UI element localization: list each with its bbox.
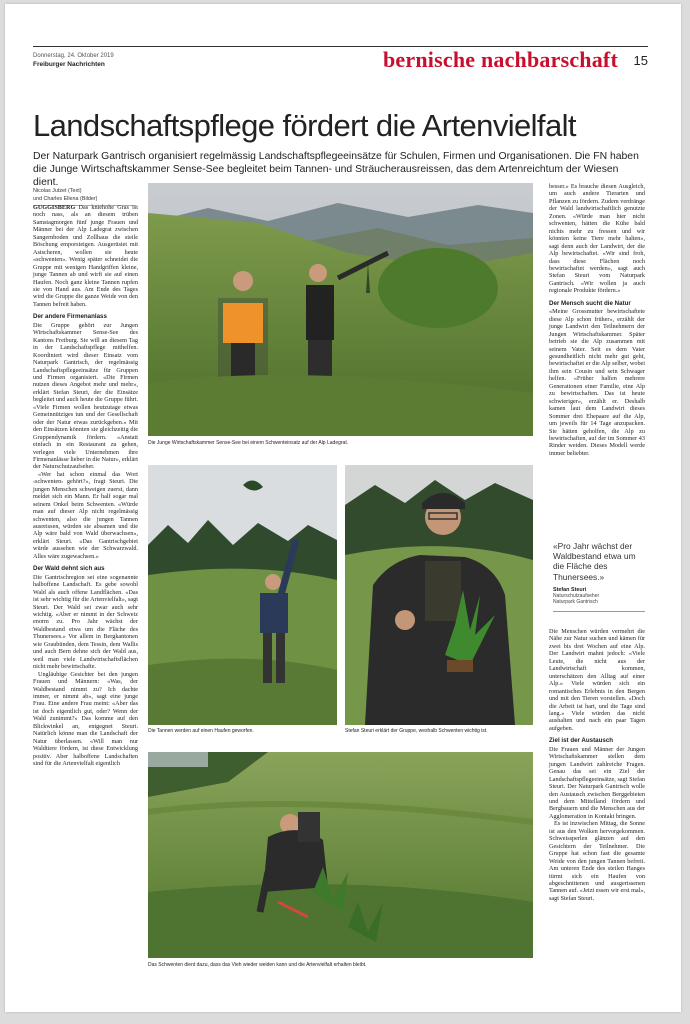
subheading: Ziel ist der Austausch [549,737,614,745]
paragraph: Die Gantrischregion sei eine sogenannte halboffene Landschaft. Es gebe sowohl Wald als auch offene Landflächen. «Das ist sehr wichtig für die Artenvielfalt», sagt Steuri. Der Wald sei zwar auch sehr wichtig. «Aber er nimmt in der Schweiz enorm zu. Pro Jahr wächst der Waldbestand etwa um die Fläche des Thunersees.» Vor allem in Bergkantonen wie Graubünden, dem Tessin, dem Wallis und auch Bern dehne sich der Wald aus, weil man viele Landwirtschaftsflächen nicht mehr bewirtschafte. [33,573,138,671]
photo-image [148,465,337,725]
quote-rule [553,611,645,612]
article-column-1 [33,204,138,768]
photo-stefan-steuri [345,465,533,725]
photo-caption: Die Tannen werden auf einen Haufen geworfen. [148,728,254,734]
quote-organisation: Naturpark Gantrisch [553,598,598,605]
dateline: GUGGISBERG [33,204,76,211]
photo-caption: Die Junge Wirtschaftskammer Sense-See bei einem Schwenteinsatz auf der Alp Ladegrat. [148,440,349,446]
photo-man-cutting-trees [148,752,533,958]
paragraph: Die Gruppe gehört zur Jungen Wirtschaftskammer Sense-See des Kantons Freiburg. Sie will an diesem Tag in der Landschaftspflege mithelfen. Koordiniert wird dieser Einsatz vom Naturpark Gantrisch, der regelmässig Landschaftspflegeeinsätze für Gruppen und Firmen organisiert. «Die Firmen nutzen dieses Angebot mehr und mehr», erklärt Stefan Steuri, der die Einsätze begleitet und auch heute die Gruppe führt. «Viele Firmen wollen heutzutage etwas Gemeinnütziges tun und der Gesellschaft oder der Natur etwas zurückgeben.» Mit den Einsätzen könnten sie gleichzeitig die Gruppendynamik fördern. «Anstatt einfach in ein Restaurant zu gehen, verlegen viele Unternehmen ihre Firmenanlässe lieber in die Natur», erklärt der Naturschutzaufseher. [33,321,138,471]
photo-image [345,465,533,725]
paragraph: Die Menschen würden vermehrt die Nähe zur Natur suchen und kämen für zwei bis drei Wochen auf eine Alp. Der Landwirt mahnt jedoch: «Viele Leute, die nicht aus der Landwirtschaft kommen, unterschätzen den Alltag auf einer Alp.» Viele würden sich ein romantisches Erlebnis in den Bergen und mit den Tieren vorstellen. «Doch die Arbeit ist hart, und die Tage sind lang.» Viele würden das nicht aushalten und nach ein paar Tagen aufgeben. [549,628,645,732]
article-title: Landschaftspflege fördert die Artenvielfalt [33,108,576,143]
subheading: Der Wald dehnt sich aus [33,565,105,573]
byline-photographer: und Charles Ellena (Bilder) [33,196,98,202]
paragraph: Ungläubige Gesichter bei den jungen Frauen und Männern: «Was, der Waldbestand nimmt zu? Ich dachte immer, er nimmt ab», sagt eine junge Frau. Eine andere Frau meint: «Aber das ist doch eigentlich gut, oder? Wenn der Wald zunimmt?» Das komme auf den Blickwinkel an, entgegnet Steuri. Natürlich könne man die Landschaft der Natur überlassen. «Will man nur Waldtiere fördern, ist diese Entwicklung positiv. Aber halboffene Landschaften sind für die Artenvielfalt eigentlich [33,670,138,768]
photo-man-throwing-tree [148,465,337,725]
photo-image [148,183,533,436]
paragraph: besser.» Es brauche diesen Ausgleich, um auch andere Tierarten und Pflanzen zu fördern. Zudem verdränge der Wald landwirtschaftlich genutzte Zonen. «Würde man hier nicht schwenten, hätten die Kühe bald nichts mehr zu fressen und wir könnten keine Tiere mehr halten», sagt denn auch der Landwirt, der die Alp bewirtschaftet. «Wir sind froh, dass diese Flächen noch bewirtschaftet werden», sagt auch Stefan Steuri vom Naturpark Gantrisch. «Wir wollen ja auch regionale Produkte fördern.» [549,183,645,295]
paragraph: Das kniehohe Gras ist noch nass, als an diesem trüben Samstagmorgen fünf junge Frauen und Männer bei der Alp Ladegrat zwischen Sangernboden und Zollhaus die steile Böschung emporsteigen. Ausgerüstet mit Astscheren, wollen sie heute «schwenten». Wenig später schneidet die Gruppe mit wenigen Handgriffen kleine, junge Tannen ab und wirft sie auf einen Haufen. Noch ganz kleine Tannen rupfen sie von Hand aus. Am Ende des Tages wird die Gruppe die ganze Weide von den Tannen befreit haben. [33,204,138,308]
paragraph: «Wer hat schon einmal das Wort ‹schwenten› gehört?», fragt Steuri. Die jungen Menschen schweigen zuerst, dann meldet sich ein Mann. Er half sogar mal seinem Onkel beim Schwenten. «Würde man auf dieser Alp nicht regelmässig schwenten, also die jungen Tannen ausreissen, würden sie absamen und die Alp wäre bald von Wald überwachsen», erklärt Steuri. «Das Gantrischgebiet würde aussehen wie der Schwarzwald. Alles wäre zugewachsen.» [33,470,138,560]
issue-date: Donnerstag, 24. Oktober 2019 [33,53,114,59]
byline-author: Nicolas Jutzet (Text) [33,188,82,194]
subheading: Der andere Firmenanlass [33,313,107,321]
newspaper-name: Freiburger Nachrichten [33,61,105,68]
section-title: bernische nachbarschaft [383,47,618,72]
article-column-4-top [549,183,645,457]
pull-quote [553,541,645,612]
paragraph: «Meine Grossmutter bewirtschaftete diese Alp schon früher», erzählt der junge Landwirt den Teilnehmern der Jungen Wirtschaftskammer. Später betrieb sie die Alp zusammen mit seinem Vater. Seit es dem Vater gesundheitlich nicht mehr gut geht, bewirtschaftet er die Alp selber, wobei ihm sein Cousin und sein Schwager helfen. «Früher halfen mehrere Generationen einer Familie, eine Alp zu bewirtschaften. Das ist heute schwieriger», erzählt er. Deshalb kamen laut dem Landwirt dieses Sommer drei Ehepaare auf die Alp, um jeweils für 14 Tage anzupacken. Sie hätten geholfen, die Alp zu bewirtschaften, auf der im Sommer 43 Rinder weiden. Dieses Modell werde immer beliebter. [549,308,645,457]
quote-author: Stefan Steuri [553,586,587,593]
paragraph: Es ist inzwischen Mittag, die Sonne ist aus den Wolken hervorgekommen. Schweissperlen glänzen auf den Gesichtern der Teilnehmer. Die Gruppe hat schon fast die gesamte Weide von den jungen Tannen befreit. Am unteren Ende des steilen Hanges türmt sich ein Haufen von abgeschnittenen und ausgerissenen Tannen auf. «Jetzt essen wir erst mal», sagt Stefan Steuri. [549,820,645,902]
quote-role: Naturschutzaufseher [553,592,600,599]
subheading: Der Mensch sucht die Natur [549,299,631,307]
quote-text: «Pro Jahr wächst der Waldbestand etwa um die Fläche des Thunersees.» [553,541,636,582]
page-header [33,46,648,77]
photo-group-on-slope [148,183,533,436]
article-lead: Der Naturpark Gantrisch organisiert regelmässig Landschaftspflegeeinsätze für Schulen, Firmen und Organisationen. Die FN haben die Junge Wirtschaftskammer Sense-See begleitet beim Tannen- und Sträucherausreissen, das dem Artenreichtum der Wiesen dient. [33,151,639,189]
article-column-4-bottom [549,628,645,902]
paragraph: Die Frauen und Männer der Jungen Wirtschaftskammer stellen dem jungen Landwirt zahlreiche Fragen. Genau das sei ein Ziel der Landschaftspflegeeinsätze, sagt Stefan Steuri. Der Naturpark Gantrisch wolle den Austausch zwischen Berggebieten und dem Mittelland fördern und Bergbauern und die Menschen aus der Agglomeration in Kontakt bringen. [549,745,645,820]
page-number: 15 [633,53,648,68]
photo-caption: Stefan Steuri erklärt der Gruppe, weshalb Schwenten wichtig ist. [345,728,488,734]
photo-caption: Das Schwenten dient dazu, dass das Vieh wieder weiden kann und die Artenvielfalt erhalten bleibt. [148,962,367,968]
photo-image [148,752,533,958]
